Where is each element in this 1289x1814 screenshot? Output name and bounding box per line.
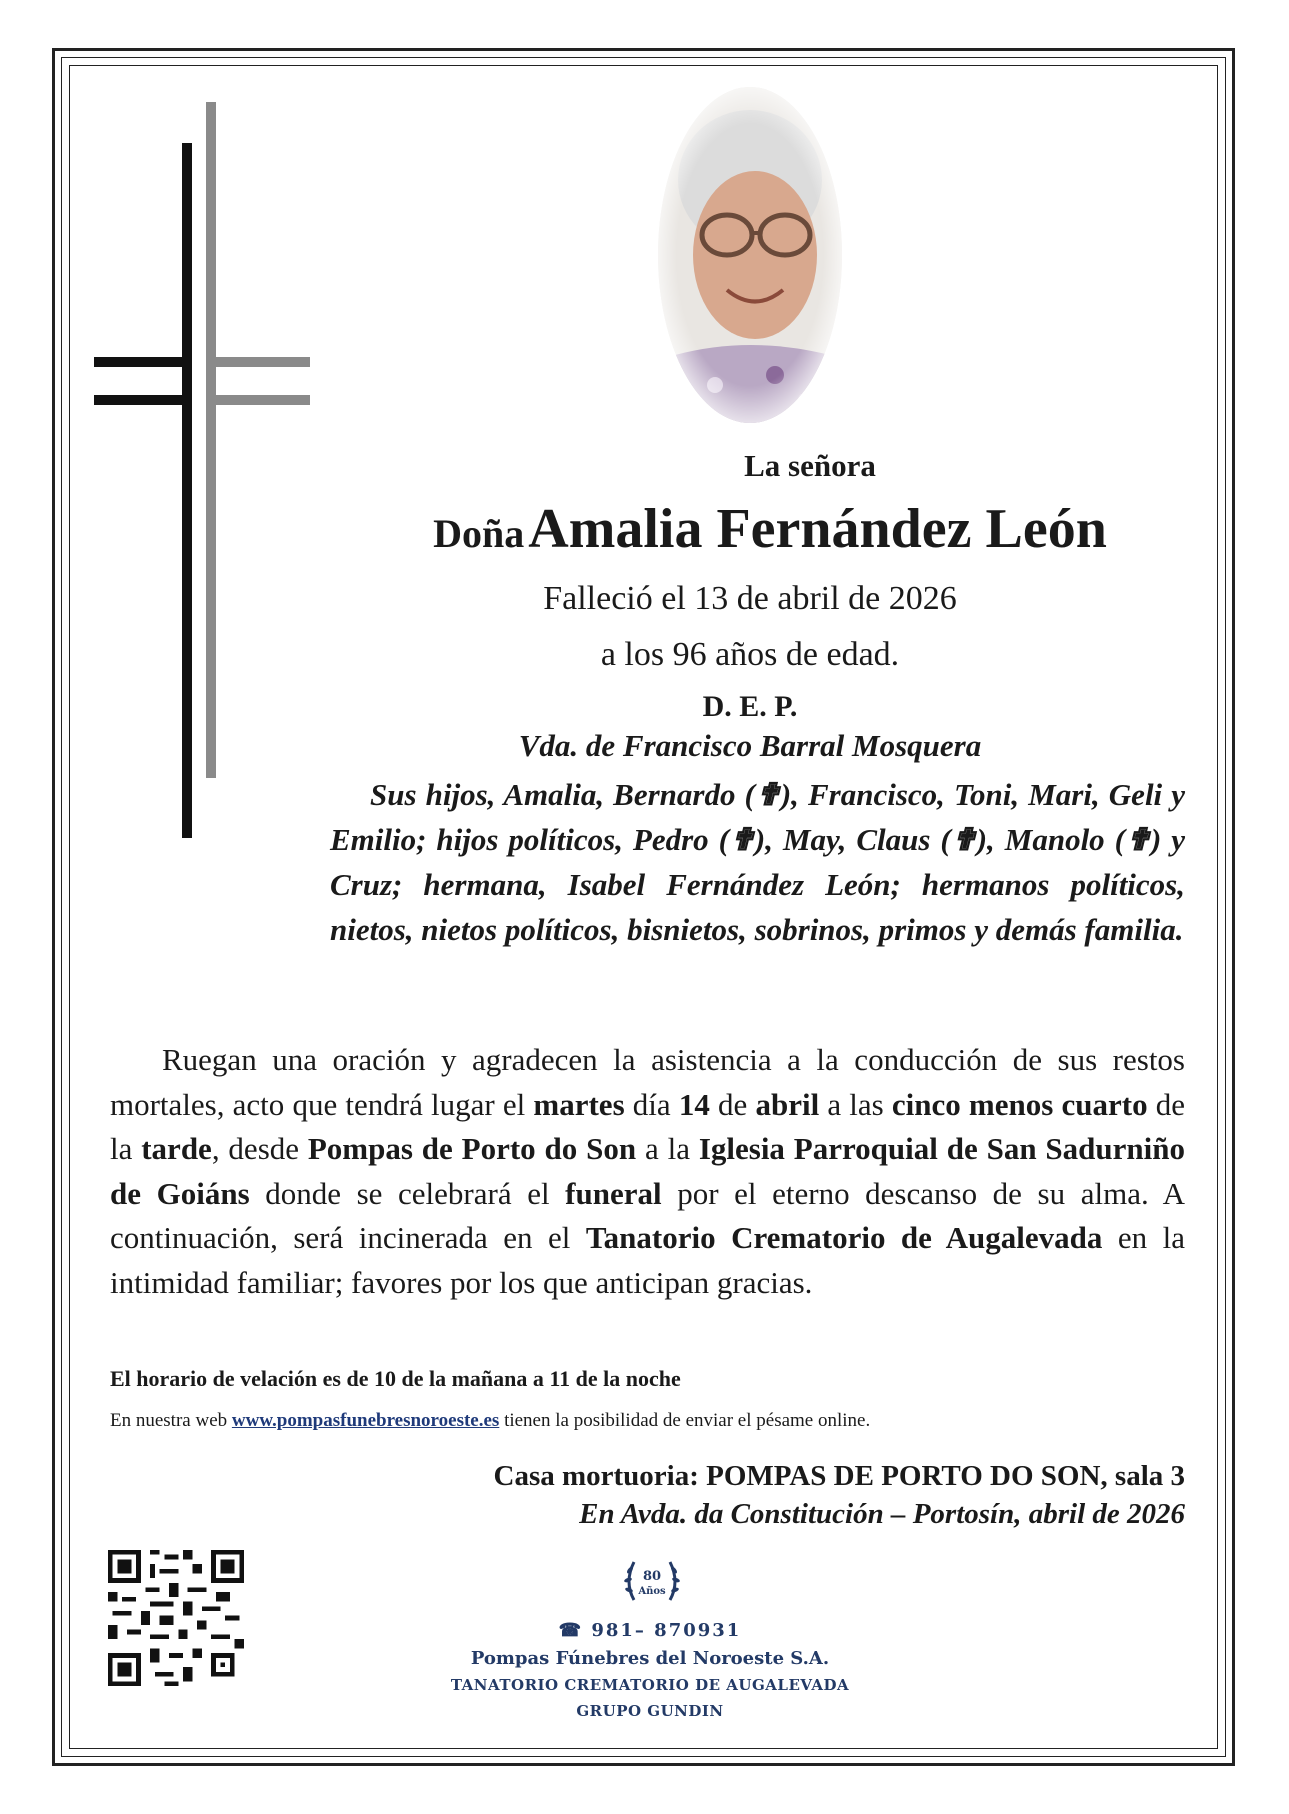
date-of-death: Falleció el 13 de abril de 2026 — [543, 580, 957, 617]
anniversary-badge-icon — [620, 1550, 684, 1614]
widow-line: Vda. de Francisco Barral Mosquera — [518, 728, 982, 763]
title-la-senora: La señora — [744, 448, 876, 483]
crematorium-name: TANATORIO CREMATORIO DE AUGALEVADA — [450, 1676, 850, 1694]
name-prefix: Doña — [433, 511, 525, 556]
phone-icon: ☎ — [558, 1620, 584, 1641]
wake-schedule: El horario de velación es de 10 de la mañana a 11 de la noche — [110, 1366, 681, 1391]
address-date-line: En Avda. da Constitución – Portosín, abril de 2026 — [579, 1498, 1185, 1530]
family-paragraph: Sus hijos, Amalia, Bernardo (✟), Francisco, Toni, Mari, Geli y Emilio; hijos políticos, Pedro (✟), May, Claus (✟), Manolo (✟) y Cruz; hermana, Isabel Fernández León; hermanos políticos, nietos, nietos políticos, bisnietos, sobrinos, primos y demás familia. — [330, 777, 1185, 947]
funeral-paragraph: Ruegan una oración y agradecen la asistencia a la conducción de sus restos mortales, acto que tendrá lugar el martes día 14 de abril a las cinco menos cuarto de la tarde, desde Pompas de Porto do Son a la Iglesia Parroquial de San Sadurniño de Goiáns donde se celebrará el funeral por el eterno descanso de su alma. A continuación, será incinerada en el Tanatorio Crematorio de Augalevada en la intimidad familiar; favores por los que anticipan gracias. — [110, 1042, 1186, 1300]
svg-text:Años: Años — [638, 1586, 666, 1597]
qr-code[interactable] — [108, 1550, 244, 1686]
group-name: GRUPO GUNDIN — [576, 1702, 724, 1720]
full-name: Amalia Fernández León — [528, 498, 1107, 560]
age-line: a los 96 años de edad. — [600, 636, 900, 673]
deceased-name — [320, 497, 1220, 561]
phone-line — [420, 1620, 880, 1641]
portrait-photo — [655, 85, 845, 425]
dep-line: D. E. P. — [702, 690, 798, 723]
company-name: Pompas Fúnebres del Noroeste S.A. — [470, 1648, 830, 1669]
funeral-home-line: Casa mortuoria: POMPAS DE PORTO DO SON, sala 3 — [493, 1460, 1185, 1492]
svg-text:80: 80 — [642, 1569, 662, 1584]
phone-number[interactable]: 981– 870931 — [591, 1620, 742, 1641]
web-condolence-line: En nuestra web www.pompasfunebresnoroeste.es tienen la posibilidad de enviar el pésame online. — [110, 1410, 871, 1431]
website-link[interactable]: www.pompasfunebresnoroeste.es — [231, 1410, 500, 1431]
